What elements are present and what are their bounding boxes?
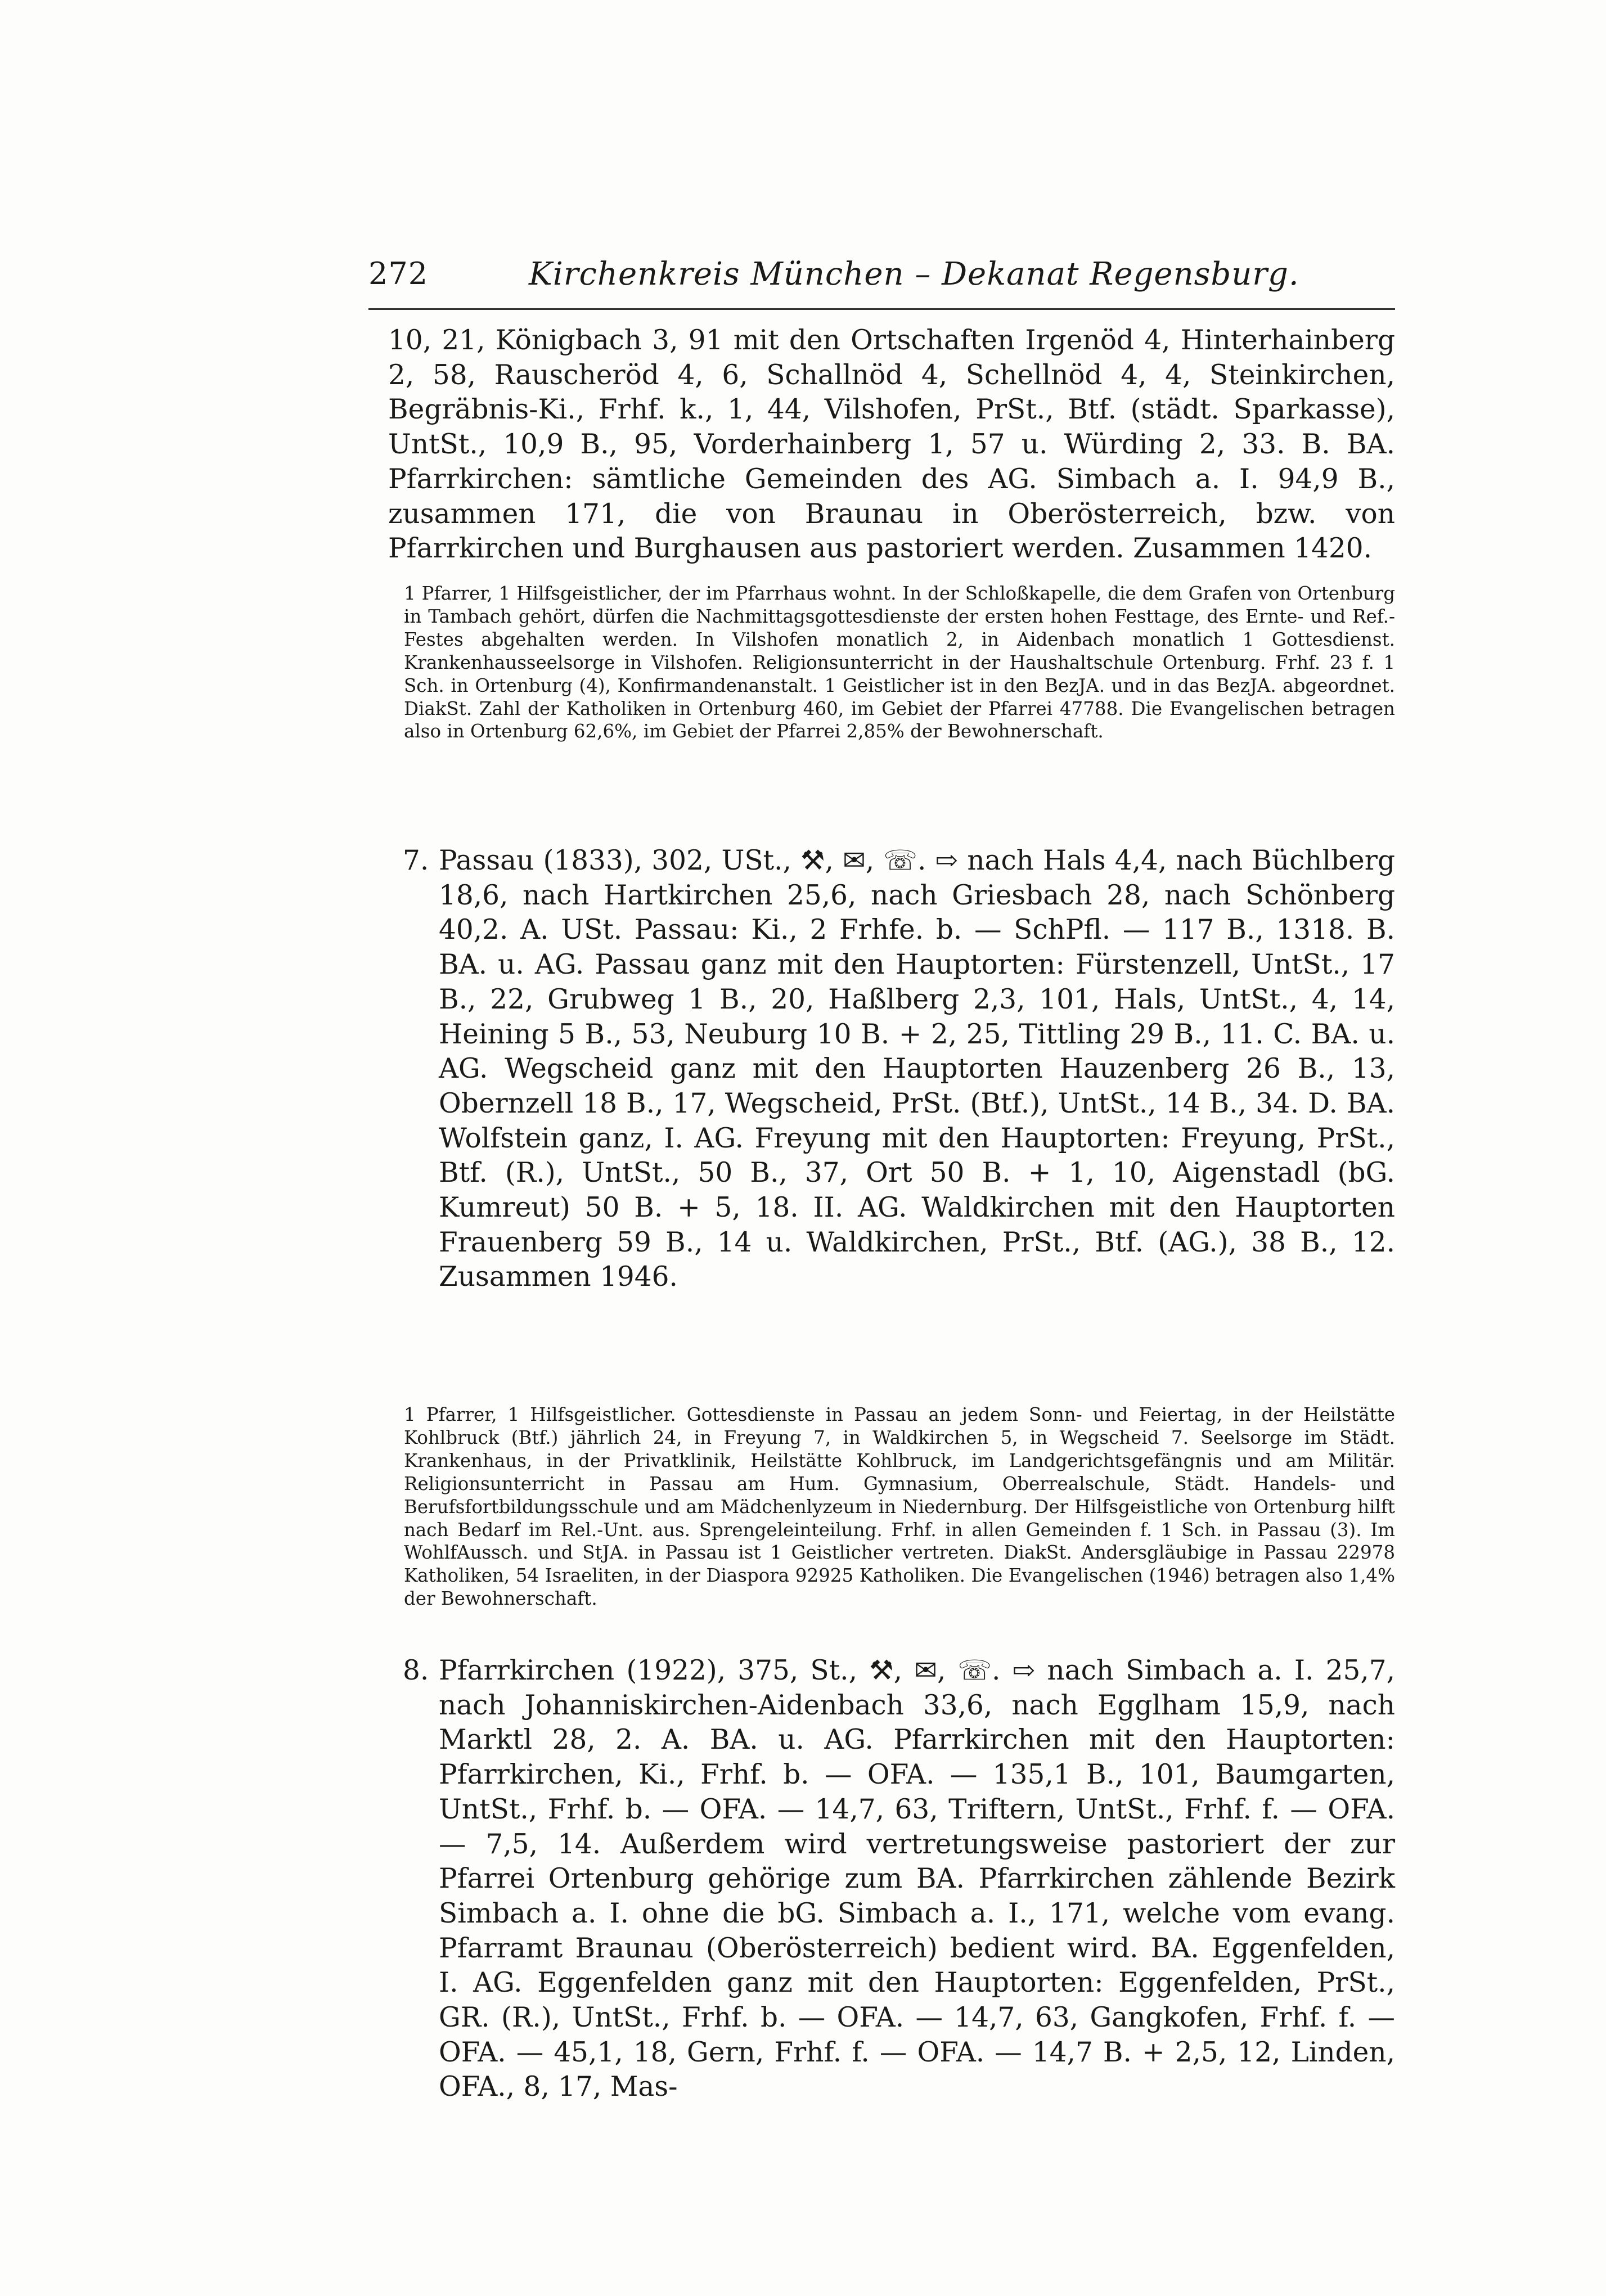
paragraph-continuation: 10, 21, Königbach 3, 91 mit den Ortschaften Irgenöd 4, Hinterhainberg 2, 58, Rauscheröd 4, 6, Schallnöd 4, Schellnöd 4, 4, Steinkirchen, Begräbnis-Ki., Frhf. k., 1, 44, Vilshofen, PrSt., Btf. (städt. Sparkasse), UntSt., 10,9 B., 95, Vorderhainberg 1, 57 u. Würding 2, 33. B. BA. Pfarrkirchen: sämtliche Gemeinden des AG. Simbach a. I. 94,9 B., zusammen 171, die von Braunau in Oberösterreich, bzw. von Pfarrkirchen und Burghausen aus pastoriert werden. Zusammen 1420. [388,325,1395,565]
entry-pfarrkirchen: Pfarrkirchen (1922), 375, St., ⚒, ✉, ☏. ⇨ nach Simbach a. I. 25,7, nach Johanniskirchen-Aidenbach 33,6, nach Egglham 15,9, nach Marktl 28, 2. A. BA. u. AG. Pfarrkirchen mit den Hauptorten: Pfarrkirchen, Ki., Frhf. b. — OFA. — 135,1 B., 101, Baumgarten, UntSt., Frhf. b. — OFA. — 14,7, 63, Triftern, UntSt., Frhf. f. — OFA. — 7,5, 14. Außerdem wird vertretungsweise pastoriert der zur Pfarrei Ortenburg gehörige zum BA. Pfarrkirchen zählende Bezirk Simbach a. I. ohne die bG. Simbach a. I., 171, welche vom evang. Pfarramt Braunau (Oberösterreich) bedient wird. BA. Eggenfelden, I. AG. Eggenfelden ganz mit den Hauptorten: Eggenfelden, PrSt., GR. (R.), UntSt., Frhf. b. — OFA. — 14,7, 63, Gangkofen, Frhf. f. — OFA. — 45,1, 18, Gern, Frhf. f. — OFA. — 14,7 B. + 2,5, 12, Linden, OFA., 8, 17, Mas- [439,1655,1395,2103]
entry-number: 8. [403,1655,429,1686]
entry-passau: Passau (1833), 302, USt., ⚒, ✉, ☏. ⇨ nach Hals 4,4, nach Büchlberg 18,6, nach Hartkirchen 25,6, nach Griesbach 28, nach Schönberg 40,2. A. USt. Passau: Ki., 2 Frhfe. b. — SchPfl. — 117 B., 1318. B. BA. u. AG. Passau ganz mit den Hauptorten: Fürstenzell, UntSt., 17 B., 22, Grubweg 1 B., 20, Haßlberg 2,3, 101, Hals, UntSt., 4, 14, Heining 5 B., 53, Neuburg 10 B. + 2, 25, Tittling 29 B., 11. C. BA. u. AG. Wegscheid ganz mit den Hauptorten Hauzenberg 26 B., 13, Obernzell 18 B., 17, Wegscheid, PrSt. (Btf.), UntSt., 14 B., 34. D. BA. Wolfstein ganz, I. AG. Freyung mit den Hauptorten: Freyung, PrSt., Btf. (R.), UntSt., 50 B., 37, Ort 50 B. + 1, 10, Aigenstadl (bG. Kumreut) 50 B. + 5, 18. II. AG. Waldkirchen mit den Hauptorten Frauenberg 59 B., 14 u. Waldkirchen, PrSt., Btf. (AG.), 38 B., 12. Zusammen 1946. [439,845,1395,1293]
footnote: 1 Pfarrer, 1 Hilfsgeistlicher, der im Pfarrhaus wohnt. In der Schloßkapelle, die dem Grafen von Ortenburg in Tambach gehört, dürfen die Nachmittagsgottesdienste der ersten hohen Festtage, des Ernte- und Ref.-Festes abgehalten werden. In Vilshofen monatlich 2, in Aidenbach monatlich 1 Gottesdienst. Krankenhausseelsorge in Vilshofen. Religionsunterricht in der Haushaltschule Ortenburg. Frhf. 23 f. 1 Sch. in Ortenburg (4), Konfirmandenanstalt. 1 Geistlicher ist in den BezJA. und in das BezJA. abgeordnet. DiakSt. Zahl der Katholiken in Ortenburg 460, im Gebiet der Pfarrei 47788. Die Evangelischen betragen also in Ortenburg 62,6%, im Gebiet der Pfarrei 2,85% der Bewohnerschaft. [404,583,1395,742]
page-header [368,256,1395,301]
entry-number: 7. [403,845,429,876]
footnote: 1 Pfarrer, 1 Hilfsgeistlicher. Gottesdienste in Passau an jedem Sonn- und Feiertag, in der Heilstätte Kohlbruck (Btf.) jährlich 24, in Freyung 7, in Waldkirchen 5, in Wegscheid 7. Seelsorge im Städt. Krankenhaus, in der Privatklinik, Heilstätte Kohlbruck, im Landgerichtsgefängnis und am Militär. Religionsunterricht in Passau am Hum. Gymnasium, Oberrealschule, Städt. Handels- und Berufsfortbildungsschule und am Mädchenlyzeum in Niedernburg. Der Hilfsgeistliche von Ortenburg hilft nach Bedarf im Rel.-Unt. aus. Sprengeleinteilung. Frhf. in allen Gemeinden f. 1 Sch. in Passau (3). Im WohlfAussch. und StJA. in Passau ist 1 Geistlicher vertreten. DiakSt. Andersgläubige in Passau 22978 Katholiken, 54 Israeliten, in der Diaspora 92925 Katholiken. Die Evangelischen (1946) betragen also 1,4% der Bewohnerschaft. [404,1404,1395,1610]
header-rule [368,308,1395,310]
running-title: Kirchenkreis München – Dekanat Regensburg. [529,256,1299,292]
page-number: 272 [368,256,429,291]
